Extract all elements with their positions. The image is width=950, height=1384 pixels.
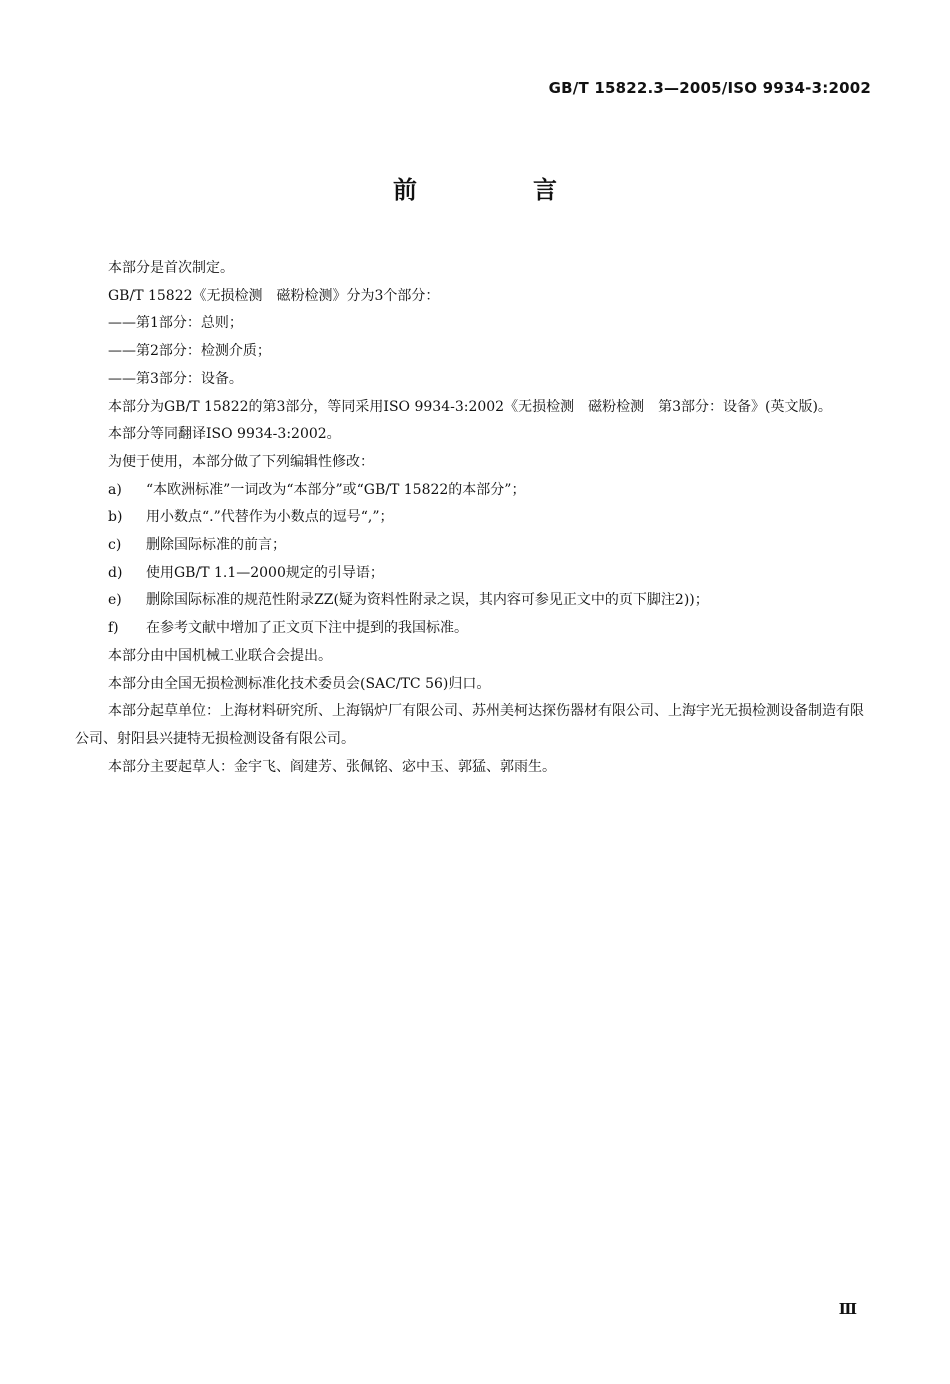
item-label: e): [108, 592, 122, 609]
foreword-body: [75, 255, 872, 781]
paragraph: 本部分等同翻译ISO 9934-3:2002。: [108, 426, 341, 443]
edit-item-f: [75, 615, 872, 643]
item-label: f): [108, 620, 119, 637]
item-text: 用小数点“.”代替作为小数点的逗号“,”；: [146, 509, 394, 526]
paragraph: 本部分起草单位：上海材料研究所、上海锅炉厂有限公司、苏州美柯达探伤器材有限公司、上海宇光无损检测设备制造有限公司、射阳县兴捷特无损检测设备有限公司。: [75, 703, 864, 747]
paragraph: 本部分为GB/T 15822的第3部分，等同采用ISO 9934-3:2002《无损检测 磁粉检测 第3部分：设备》(英文版)。: [108, 398, 832, 415]
item-text: 删除国际标准的规范性附录ZZ(疑为资料性附录之误，其内容可参见正文中的页下脚注2))；: [146, 592, 709, 609]
edit-item-e: [75, 587, 872, 615]
edit-item-c: [75, 532, 872, 560]
paragraph: 本部分由全国无损检测标准化技术委员会(SAC/TC 56)归口。: [108, 675, 491, 692]
paragraph: 本部分由中国机械工业联合会提出。: [108, 647, 332, 664]
page-number: Ⅲ: [838, 1300, 857, 1318]
item-text: 使用GB/T 1.1—2000规定的引导语；: [146, 564, 384, 581]
item-text: 删除国际标准的前言；: [146, 537, 286, 554]
edit-item-b: [75, 504, 872, 532]
standard-code: GB/T 15822.3—2005/ISO 9934-3:2002: [548, 79, 871, 97]
paragraph: 本部分是首次制定。: [108, 260, 234, 276]
item-text: 在参考文献中增加了正文页下注中提到的我国标准。: [146, 620, 468, 637]
edit-item-a: [75, 477, 872, 505]
edit-item-d: [75, 560, 872, 588]
item-label: c): [108, 537, 122, 554]
item-label: b): [108, 509, 123, 526]
item-text: “本欧洲标准”一词改为“本部分”或“GB/T 15822的本部分”；: [146, 481, 526, 498]
list-item: ——第3部分：设备。: [108, 370, 243, 387]
item-label: d): [108, 564, 123, 581]
list-item: ——第1部分：总则；: [108, 315, 243, 332]
page-title: 前 言: [393, 176, 603, 204]
item-label: a): [108, 481, 122, 498]
paragraph: GB/T 15822《无损检测 磁粉检测》分为3个部分：: [108, 287, 440, 304]
paragraph: 本部分主要起草人：金宇飞、阎建芳、张佩铭、宓中玉、郭猛、郭雨生。: [108, 758, 556, 775]
paragraph: 为便于使用，本部分做了下列编辑性修改：: [108, 453, 374, 470]
list-item: ——第2部分：检测介质；: [108, 343, 271, 360]
